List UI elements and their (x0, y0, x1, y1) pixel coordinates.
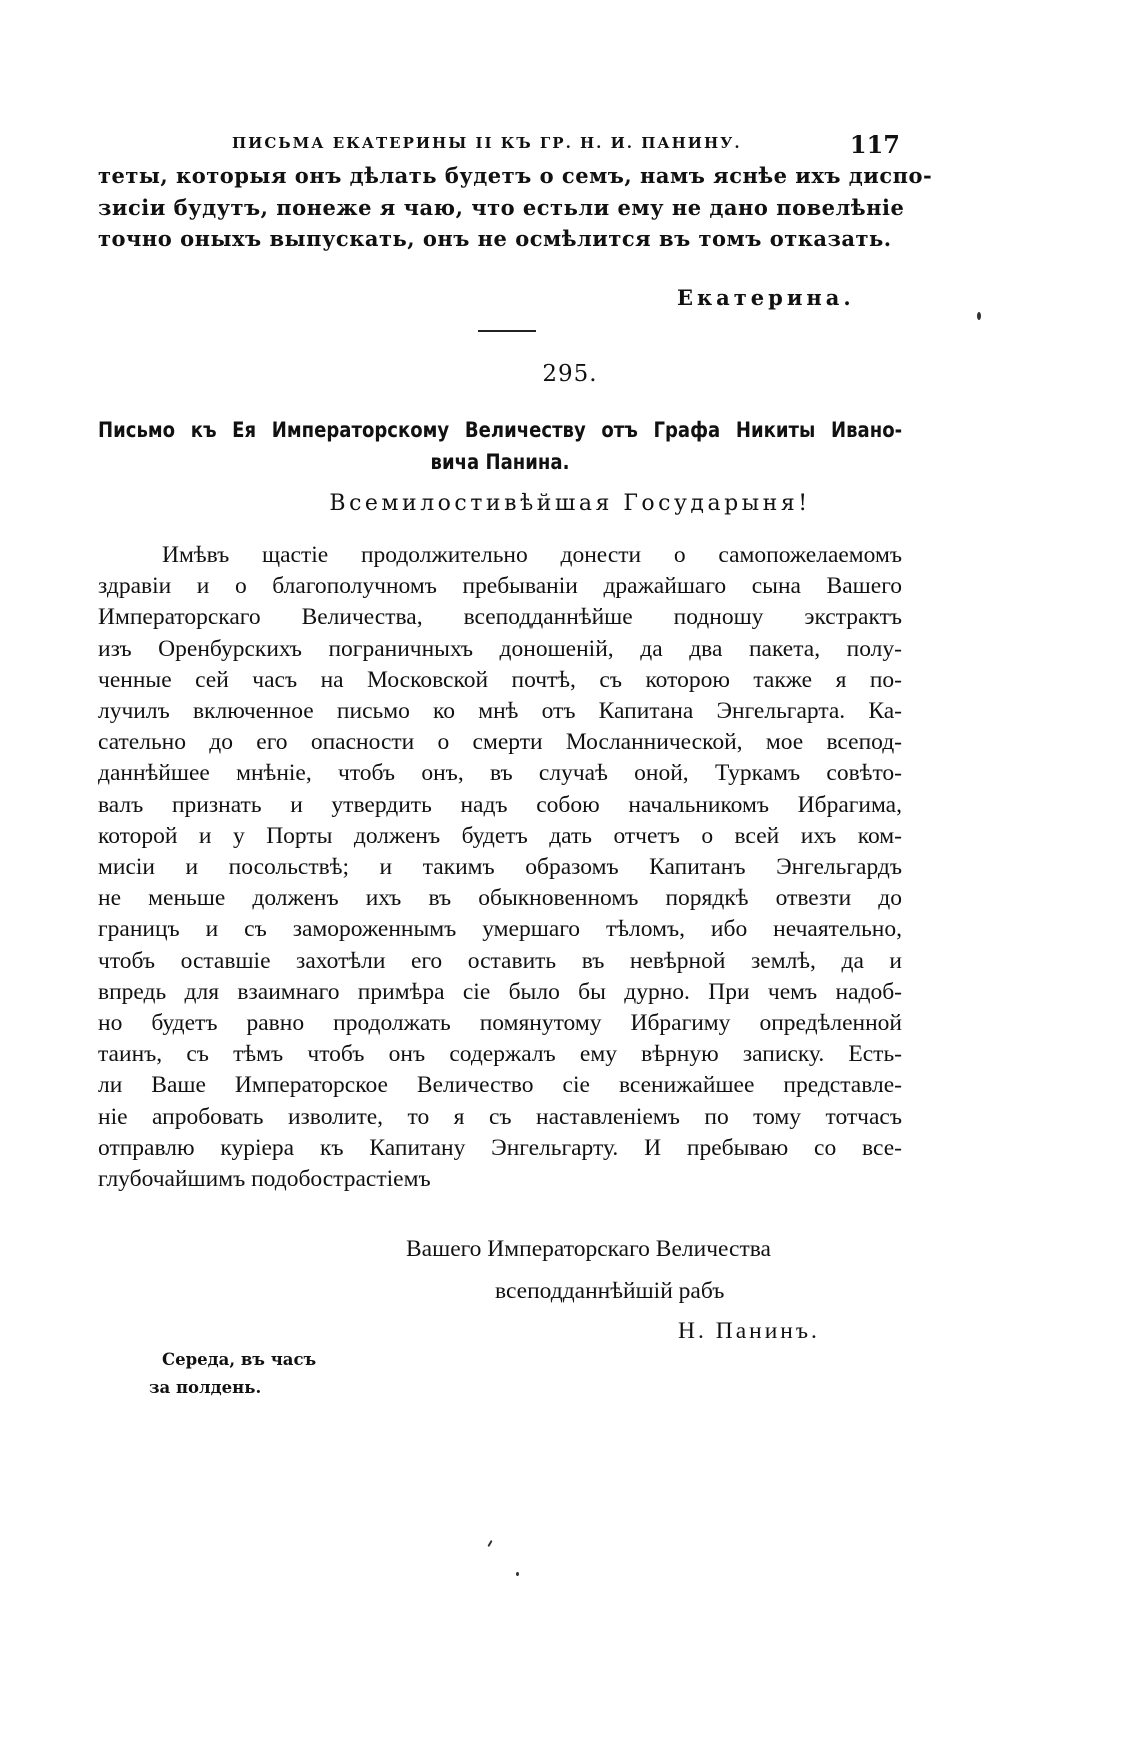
body-line: ченные сей часъ на Московской почтѣ, съ которою также я по- (98, 666, 902, 693)
signature-panin: Н. Панинъ. (678, 1318, 820, 1344)
text-line: теты, которыя онъ дѣлать будетъ о семъ, намъ яснѣе ихъ диспо- (98, 163, 933, 188)
signature-ekaterina: Екатерина. (677, 285, 855, 310)
body-line: границъ и съ замороженнымъ умершаго тѣломъ, ибо нечаятельно, (98, 916, 902, 943)
scan-speck (487, 1540, 492, 1547)
dateline: Середа, въ часъ (162, 1350, 317, 1369)
heading-line: Письмо къ Ея Императорскому Величеству отъ Графа Никиты Ивано- (98, 418, 903, 442)
text-line: зисіи будутъ, понеже я чаю, что естьли ему не дано повелѣніе (98, 194, 905, 220)
body-line: но будетъ равно продолжать помянутому Ибрагиму опредѣленной (98, 1010, 902, 1037)
text-line: точно оныхъ выпускать, онъ не осмѣлится въ томъ отказать. (98, 226, 892, 251)
continuation-text (98, 160, 933, 255)
page-number: 117 (849, 130, 900, 159)
body-line: изъ Оренбурскихъ пограничныхъ доношеній, да два пакета, полу- (98, 635, 902, 662)
letter-heading (98, 414, 902, 478)
body-line: таинъ, съ тѣмъ чтобъ онъ содержалъ ему вѣрную записку. Есть- (98, 1041, 902, 1068)
body-line: сательно до его опасности о смерти Мосланнической, мое всепод- (98, 729, 902, 756)
body-line: лучилъ включенное письмо ко мнѣ отъ Капитана Энгельгарта. Ка- (98, 698, 902, 725)
body-line: глубочайшимъ подобострастіемъ (98, 1166, 431, 1193)
letter-body (98, 540, 902, 1195)
body-line: не меньше долженъ ихъ въ обыкновенномъ порядкѣ отвезти до (98, 885, 902, 912)
scan-speck (977, 312, 981, 320)
body-line: валъ признать и утвердить надъ собою начальникомъ Ибрагима, (98, 791, 902, 818)
body-line: мисіи и посольствѣ; и такимъ образомъ Капитанъ Энгельгардъ (98, 854, 902, 881)
closing-line: Вашего Императорскаго Величества (406, 1236, 771, 1262)
body-line: Императорскаго Величества, всеподданнѣйше подношу экстрактъ (98, 604, 902, 631)
body-line: здравіи и о благополучномъ пребываніи дражайшаго сына Вашего (98, 573, 902, 600)
body-line: Имѣвъ щастіе продолжительно донести о самопожелаемомъ (162, 542, 902, 568)
section-divider (478, 330, 536, 332)
heading-line: вича Панина. (430, 450, 570, 474)
body-line: ніе апробовать изволите, то я съ наставленіемъ по тому тотчасъ (98, 1103, 902, 1130)
running-head (232, 130, 900, 158)
body-line: которой и у Порты долженъ будетъ дать отчетъ о всей ихъ ком- (98, 822, 902, 849)
salutation: Всемилостивѣйшая Государыня! (329, 491, 811, 516)
letter-number: 295. (542, 361, 598, 387)
body-line: впредь для взаимнаго примѣра сіе было бы дурно. При чемъ надоб- (98, 978, 902, 1005)
body-line: ли Ваше Императорское Величество сіе всенижайшее представле- (98, 1072, 902, 1099)
body-line: даннѣйшее мнѣніе, чтобъ онъ, въ случаѣ оной, Туркамъ совѣто- (98, 760, 902, 787)
body-line: отправлю куріера къ Капитану Энгельгарту. И пребываю со все- (98, 1134, 902, 1161)
scan-speck (516, 1572, 519, 1576)
running-title: ПИСЬМА ЕКАТЕРИНЫ II КЪ ГР. Н. И. ПАНИНУ. (232, 134, 742, 152)
closing-line: всеподданнѣйшій рабъ (495, 1278, 725, 1304)
dateline: за полдень. (149, 1378, 262, 1397)
body-line: чтобъ оставшіе захотѣли его оставить въ невѣрной землѣ, да и (98, 947, 902, 974)
